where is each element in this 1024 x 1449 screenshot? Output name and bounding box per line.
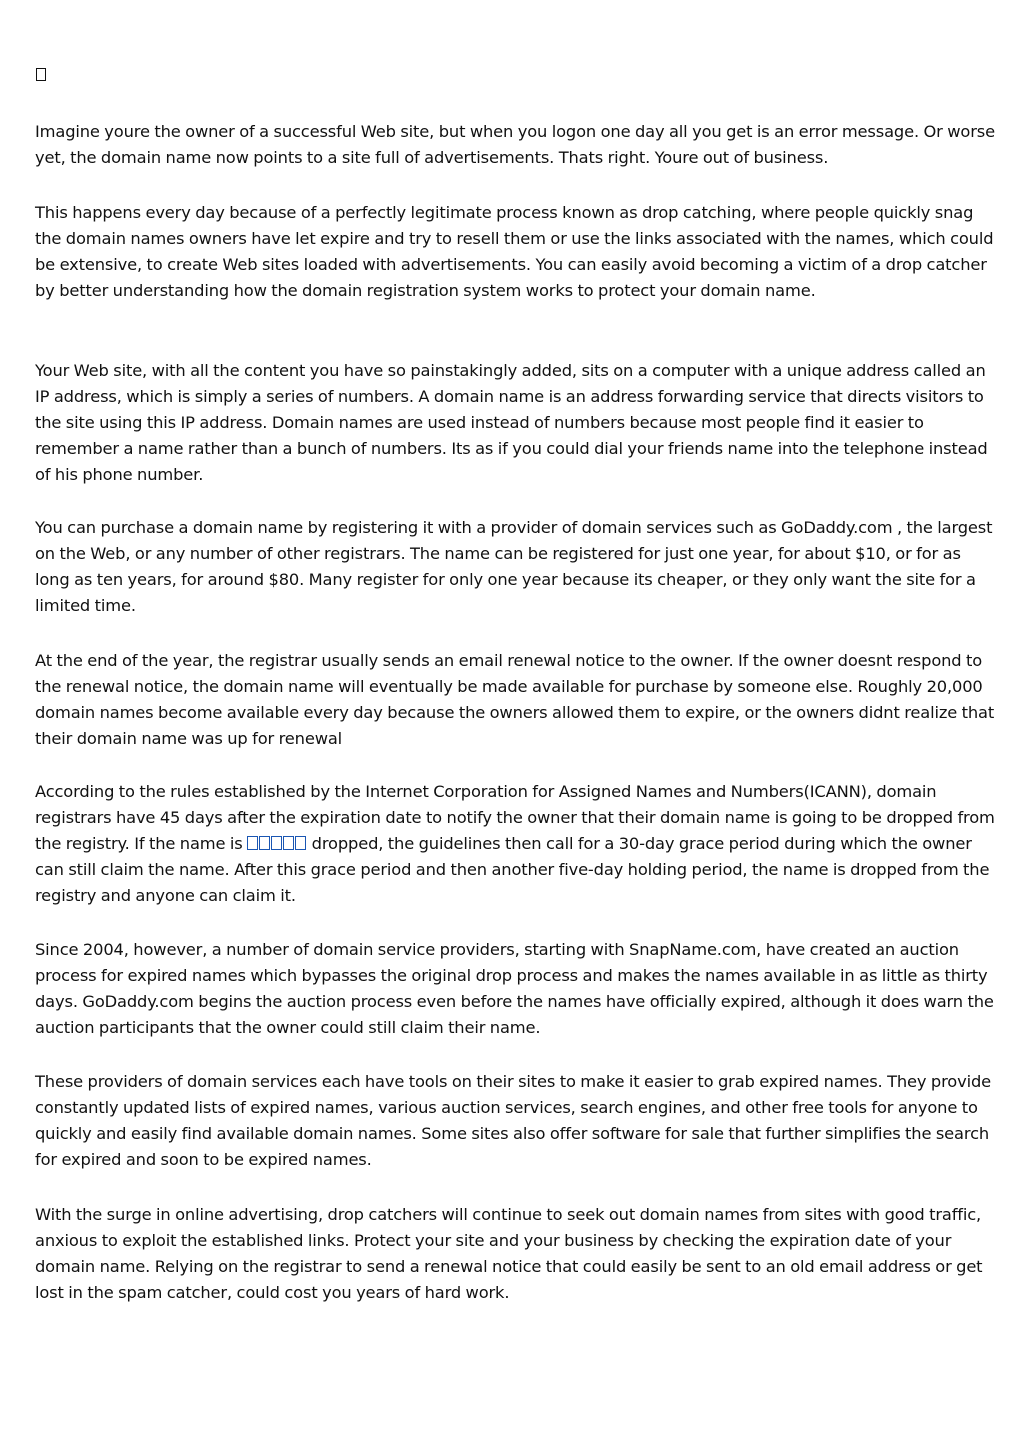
link-glyph-2 — [259, 836, 270, 850]
document-page — [35, 62, 995, 1302]
paragraph-icann — [35, 779, 995, 909]
paragraph-renewal: At the end of the year, the registrar usually sends an email renewal notice to the owner. If the owner doesnt respond to the renewal notice, the domain name will eventually be made available for purchase by someone else. Roughly 20,000 domain names become available every day because the owners allowed them to expire, or the owners didnt realize that their domain name was up for renewal — [35, 651, 995, 748]
paragraph-intro: Imagine youre the owner of a successful Web site, but when you logon one day all you get is an error message. Or worse yet, the domain name now points to a site full of advertisements. Thats right. Youre out of business. — [35, 122, 995, 167]
link-glyph-4 — [283, 836, 294, 850]
paragraph-icann-after: dropped, the guidelines then call for a 30-day grace period during which the owner can still claim the name. After this grace period and then another five-day holding period, the name is dropped from the registry and anyone can claim it. — [35, 833, 990, 905]
paragraph-purchase: You can purchase a domain name by registering it with a provider of domain services such as GoDaddy.com , the largest on the Web, or any number of other registrars. The name can be registered for just one year, for about $10, or for as long as ten years, for around $80. Many register for only one year because its cheaper, or they only want the site for a limited time. — [35, 518, 993, 615]
garbled-link[interactable] — [247, 834, 307, 853]
paragraph-conclusion: With the surge in online advertising, drop catchers will continue to seek out domain names from sites with good traffic, anxious to exploit the established links. Protect your site and your business by checking the expiration date of your domain name. Relying on the registrar to send a renewal notice that could easily be sent to an old email address or get lost in the spam catcher, could cost you years of hard work. — [35, 1205, 983, 1302]
paragraph-ip-address: Your Web site, with all the content you have so painstakingly added, sits on a computer with a unique address called an IP address, which is simply a series of numbers. A domain name is an address forwarding service that directs visitors to the site using this IP address. Domain names are used instead of numbers because most people find it easier to remember a name rather than a bunch of numbers. Its as if you could dial your friends name into the telephone instead of his phone number. — [35, 361, 988, 484]
link-glyph-3 — [271, 836, 282, 850]
link-glyph-1 — [247, 836, 258, 850]
paragraph-icann-before: According to the rules established by the Internet Corporation for Assigned Names and Numbers(ICANN), domain registrars have 45 days after the expiration date to notify the owner that their domain name is going to be dropped from the registry. If the name is — [35, 782, 995, 853]
paragraph-auction: Since 2004, however, a number of domain service providers, starting with SnapName.com, have created an auction process for expired names which bypasses the original drop process and makes the names available in as little as thirty days. GoDaddy.com begins the auction process even before the names have officially expired, although it does warn the auction participants that the owner could still claim their name. — [35, 940, 994, 1037]
link-glyph-5 — [295, 836, 306, 850]
missing-glyph-icon — [36, 68, 46, 81]
paragraph-drop-catching: This happens every day because of a perfectly legitimate process known as drop catching, where people quickly snag the domain names owners have let expire and try to resell them or use the links associated with the names, which could be extensive, to create Web sites loaded with advertisements. You can easily avoid becoming a victim of a drop catcher by better understanding how the domain registration system works to protect your domain name. — [35, 203, 994, 300]
paragraph-tools: These providers of domain services each have tools on their sites to make it easier to grab expired names. They provide constantly updated lists of expired names, various auction services, search engines, and other free tools for anyone to quickly and easily find available domain names. Some sites also offer software for sale that further simplifies the search for expired and soon to be expired names. — [35, 1072, 992, 1169]
